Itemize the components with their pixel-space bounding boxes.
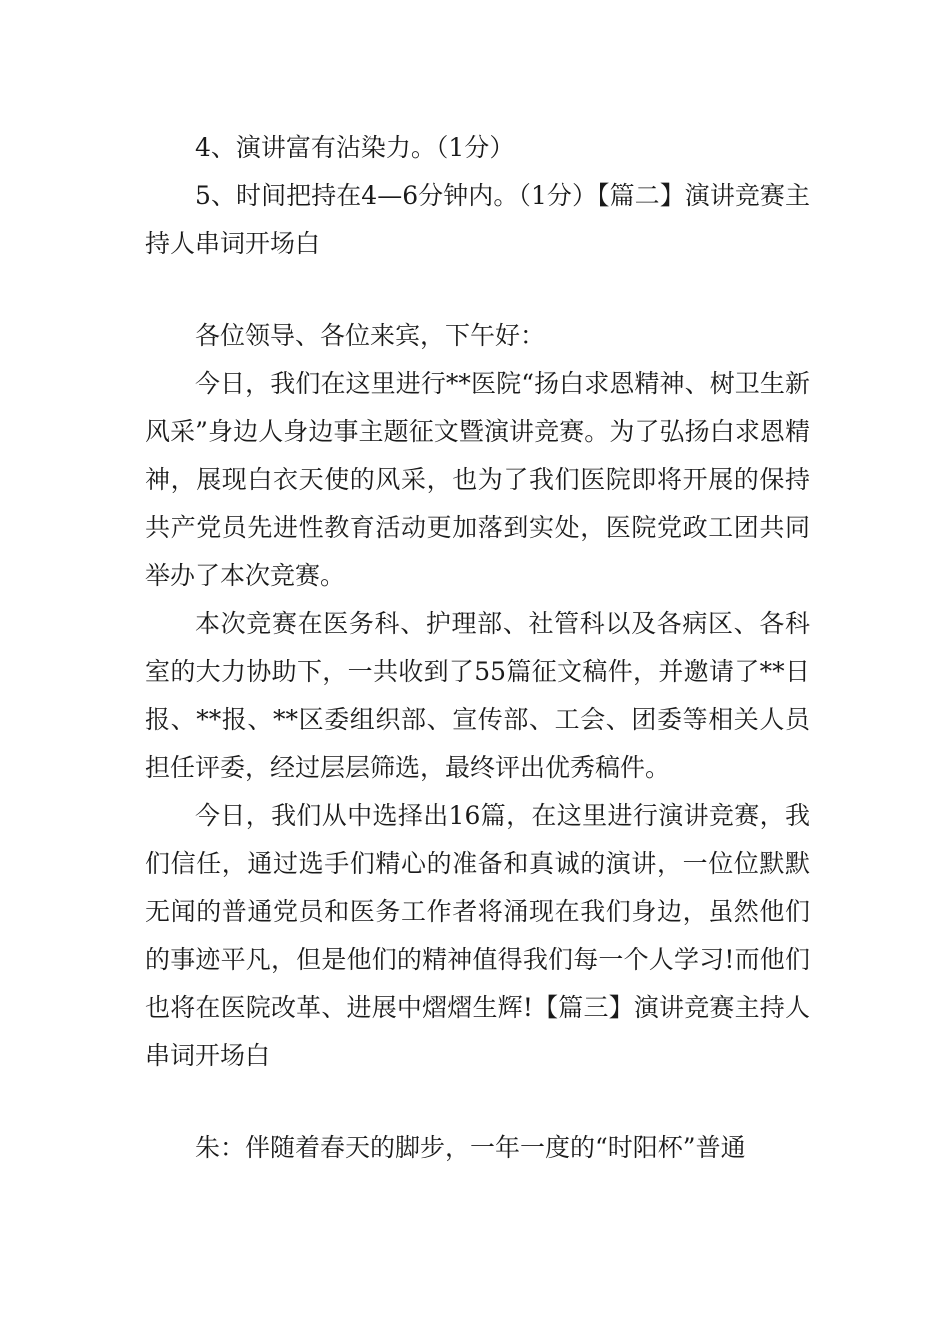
paragraph-gap (145, 1080, 810, 1124)
paragraph-submissions: 本次竞赛在医务科、护理部、社管科以及各病区、各科室的大力协助下，一共收到了55篇征文稿件，并邀请了**日报、**报、**区委组织部、宣传部、工会、团委等相关人员担任评委，经过层层筛选，最终评出优秀稿件。 (145, 609, 810, 782)
paragraph-scoring-5: 5、时间把持在4—6分钟内。（1分）【篇二】演讲竞赛主持人串词开场白 (145, 181, 810, 258)
paragraph-selection: 今日，我们从中选择出16篇，在这里进行演讲竞赛，我们信任，通过选手们精心的准备和真诚的演讲，一位位默默无闻的普通党员和医务工作者将涌现在我们身边，虽然他们的事迹平凡，但是他们的精神值得我们每一个人学习!而他们也将在医院改革、进展中熠熠生辉!【篇三】演讲竞赛主持人串词开场白 (145, 801, 810, 1070)
paragraph-intro: 今日，我们在这里进行**医院“扬白求恩精神、树卫生新风采”身边人身边事主题征文暨演讲竞赛。为了弘扬白求恩精神，展现白衣天使的风采，也为了我们医院即将开展的保持共产党员先进性教育活动更加落到实处，医院党政工团共同举办了本次竞赛。 (145, 369, 810, 590)
paragraph-greeting: 各位领导、各位来宾，下午好： (195, 321, 546, 350)
paragraph-scoring-4: 4、演讲富有沾染力。（1分） (195, 133, 515, 162)
paragraph-gap (145, 268, 810, 312)
paragraph-host-zhu: 朱：伴随着春天的脚步，一年一度的“时阳杯”普通 (195, 1133, 746, 1162)
document-body (145, 124, 810, 1172)
